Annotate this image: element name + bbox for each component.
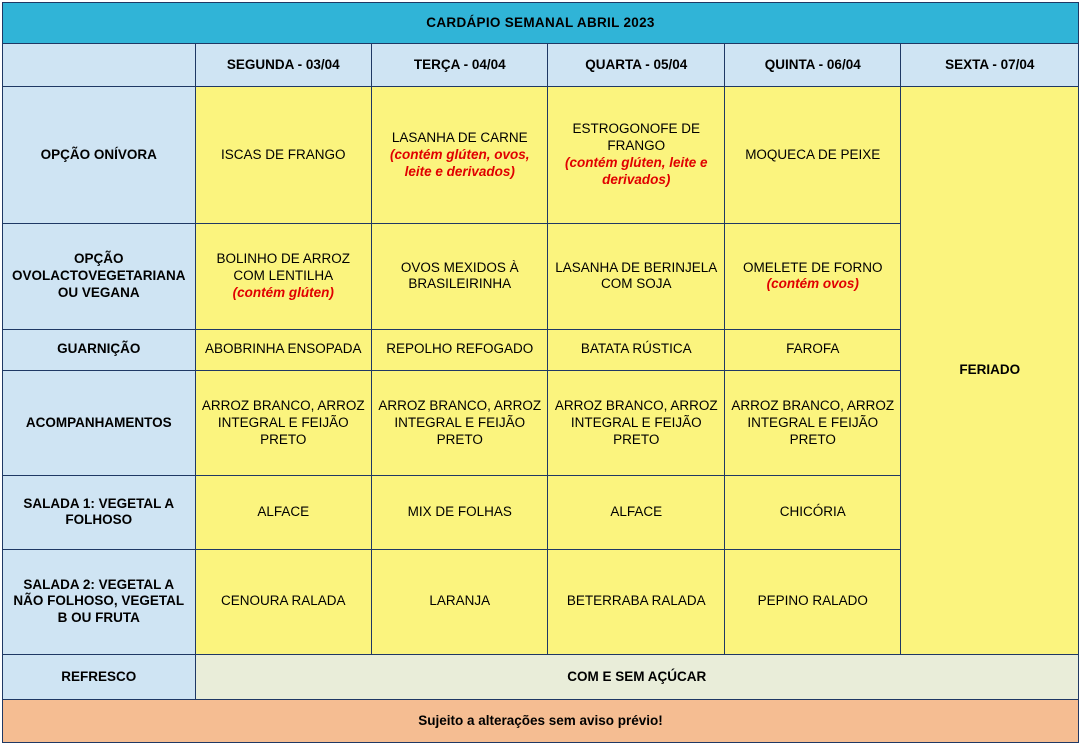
- cell-main-text: ABOBRINHA ENSOPADA: [204, 341, 362, 357]
- cell-guarnicao-quarta: [548, 329, 724, 370]
- cell-allergen-text: (contém glúten, leite e derivados): [564, 155, 708, 187]
- cell-salada2-terca: [372, 549, 548, 654]
- cell-allergen-text: (contém ovos): [766, 276, 859, 292]
- cell-salada1-terca: [372, 476, 548, 549]
- footer-row: [3, 700, 1079, 743]
- cell-main-text: MOQUECA DE PEIXE: [745, 146, 881, 162]
- cell-main-text: BETERRABA RALADA: [566, 593, 706, 609]
- cell-main-text: OVOS MEXIDOS À BRASILEIRINHA: [400, 259, 519, 292]
- title-row: [3, 3, 1079, 44]
- cell-acompanhamentos-quinta: [724, 370, 900, 475]
- row-label-salada-1: SALADA 1: VEGETAL A FOLHOSO: [3, 476, 196, 549]
- cell-vegetariana-segunda: [195, 224, 371, 329]
- cell-guarnicao-quinta: [724, 329, 900, 370]
- cell-acompanhamentos-quarta: [548, 370, 724, 475]
- cell-onivora-segunda: [195, 87, 371, 224]
- cell-salada1-quarta: [548, 476, 724, 549]
- cell-main-text: CHICÓRIA: [779, 504, 846, 520]
- cell-main-text: ISCAS DE FRANGO: [220, 146, 346, 162]
- cell-salada1-quinta: [724, 476, 900, 549]
- cell-allergen-text: (contém glúten): [232, 284, 334, 300]
- cell-main-text: LASANHA DE BERINJELA COM SOJA: [555, 259, 718, 292]
- cell-onivora-quinta: [724, 87, 900, 224]
- row-label-salada-2: SALADA 2: VEGETAL A NÃO FOLHOSO, VEGETAL B OU FRUTA: [3, 549, 196, 654]
- cell-allergen-text: (contém glúten, ovos, leite e derivados): [389, 146, 530, 179]
- cell-main-text: OMELETE DE FORNO: [742, 259, 883, 275]
- table-row: [3, 87, 1079, 224]
- cell-main-text: ALFACE: [257, 504, 310, 520]
- page-title: CARDÁPIO SEMANAL ABRIL 2023: [3, 3, 1079, 44]
- cell-refresco-value: COM E SEM AÇÚCAR: [195, 655, 1078, 700]
- cell-vegetariana-quinta: [724, 224, 900, 329]
- cell-main-text: BATATA RÚSTICA: [580, 341, 692, 357]
- cell-main-text: ARROZ BRANCO, ARROZ INTEGRAL E FEIJÃO PRETO: [731, 397, 895, 447]
- cell-salada1-segunda: [195, 476, 371, 549]
- cell-onivora-terca: [372, 87, 548, 224]
- cell-onivora-quarta: [548, 87, 724, 224]
- cell-guarnicao-segunda: [195, 329, 371, 370]
- row-label-guarnicao: GUARNIÇÃO: [3, 329, 196, 370]
- cell-main-text: MIX DE FOLHAS: [407, 504, 512, 520]
- day-header-sexta: SEXTA - 07/04: [901, 44, 1079, 87]
- cell-acompanhamentos-segunda: [195, 370, 371, 475]
- cell-acompanhamentos-terca: [372, 370, 548, 475]
- cell-salada2-quarta: [548, 549, 724, 654]
- cell-main-text: ARROZ BRANCO, ARROZ INTEGRAL E FEIJÃO PRETO: [554, 397, 718, 447]
- row-label-acompanhamentos: ACOMPANHAMENTOS: [3, 370, 196, 475]
- cell-main-text: CENOURA RALADA: [220, 593, 346, 609]
- cell-salada2-quinta: [724, 549, 900, 654]
- row-label-opcao-onivora: OPÇÃO ONÍVORA: [3, 87, 196, 224]
- cell-main-text: LASANHA DE CARNE: [391, 129, 528, 145]
- header-row: [3, 44, 1079, 87]
- row-label-refresco: REFRESCO: [3, 655, 196, 700]
- cell-main-text: LARANJA: [429, 593, 491, 609]
- refresco-row: [3, 655, 1079, 700]
- row-label-ovolactovegetariana: OPÇÃO OVOLACTOVEGETARIANA OU VEGANA: [3, 224, 196, 329]
- day-header-quinta: QUINTA - 06/04: [724, 44, 900, 87]
- day-header-quarta: QUARTA - 05/04: [548, 44, 724, 87]
- footer-note: Sujeito a alterações sem aviso prévio!: [3, 700, 1079, 743]
- day-header-segunda: SEGUNDA - 03/04: [195, 44, 371, 87]
- cell-main-text: ESTROGONOFE DE FRANGO: [572, 121, 700, 154]
- corner-cell: [3, 44, 196, 87]
- cell-main-text: BOLINHO DE ARROZ COM LENTILHA: [216, 251, 351, 283]
- weekly-menu-table: [2, 2, 1079, 743]
- cell-main-text: FAROFA: [786, 341, 840, 357]
- cell-vegetariana-terca: [372, 224, 548, 329]
- cell-main-text: ARROZ BRANCO, ARROZ INTEGRAL E FEIJÃO PRETO: [378, 397, 542, 447]
- cell-main-text: PEPINO RALADO: [757, 593, 868, 609]
- cell-sexta-feriado: FERIADO: [901, 87, 1079, 655]
- cell-main-text: ARROZ BRANCO, ARROZ INTEGRAL E FEIJÃO PRETO: [201, 397, 365, 447]
- cell-salada2-segunda: [195, 549, 371, 654]
- day-header-terca: TERÇA - 04/04: [372, 44, 548, 87]
- cell-vegetariana-quarta: [548, 224, 724, 329]
- cell-main-text: ALFACE: [610, 504, 663, 520]
- cell-guarnicao-terca: [372, 329, 548, 370]
- cell-main-text: REPOLHO REFOGADO: [386, 341, 534, 357]
